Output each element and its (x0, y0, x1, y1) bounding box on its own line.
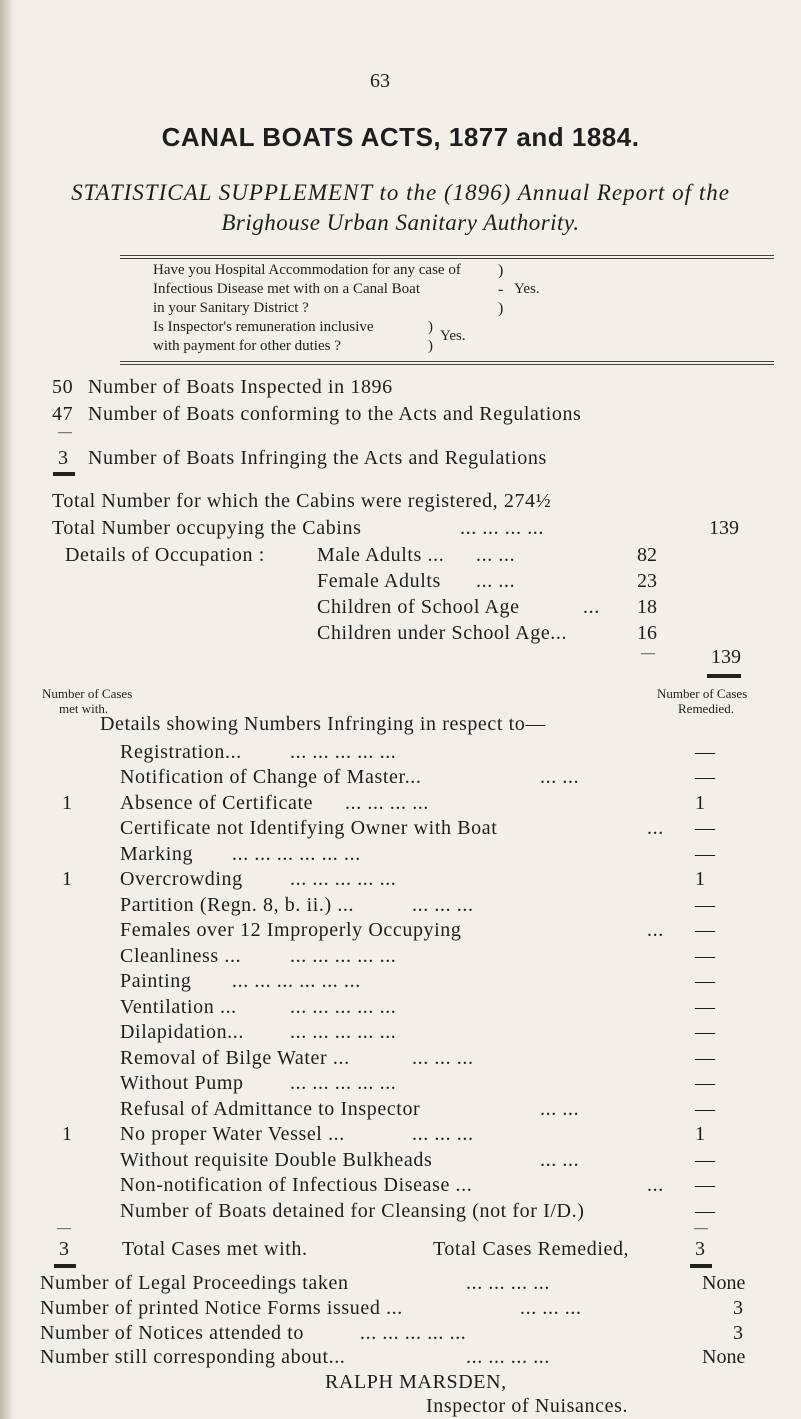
infringement-label: Non-notification of Infectious Disease ... (120, 1174, 473, 1196)
legal-row-dots: ... ... ... ... (466, 1346, 550, 1368)
question-1-answer: Yes. (514, 281, 540, 297)
infringement-label: Dilapidation... (120, 1021, 244, 1043)
infringement-dots: ... ... ... ... ... (290, 945, 397, 967)
brace-2b: ) (428, 338, 433, 354)
page-number: 63 (370, 70, 390, 92)
occupation-row-value: 16 (637, 622, 657, 644)
infringement-remedied: — (695, 1021, 715, 1043)
brace-1c: ) (498, 300, 504, 317)
occupation-sum-total: 139 (711, 646, 741, 668)
infringement-label: Ventilation ... (120, 996, 237, 1018)
occupation-sum-dash: — (641, 646, 655, 661)
question-1-line-3: in your Sanitary District ? (153, 300, 309, 316)
legal-row-dots: ... ... ... (520, 1297, 582, 1319)
occupation-row-label: Male Adults ... (317, 544, 445, 566)
infringement-remedied: — (695, 817, 715, 839)
occupation-label: Details of Occupation : (65, 544, 265, 566)
total-met-value: 3 (59, 1238, 69, 1260)
legal-row-value: 3 (733, 1297, 743, 1319)
thick-underline (690, 1264, 712, 1268)
infringement-label: Certificate not Identifying Owner with Boat (120, 817, 498, 839)
infringement-dots: ... (647, 817, 664, 839)
infringement-label: No proper Water Vessel ... (120, 1123, 345, 1145)
infringement-remedied: — (695, 919, 715, 941)
question-2-answer: Yes. (440, 328, 466, 344)
header-met-line-1: Number of Cases (42, 686, 133, 701)
infringement-dots: ... ... ... ... ... (290, 1072, 397, 1094)
infringement-dots: ... ... (540, 1098, 580, 1120)
occupation-row-value: 23 (637, 570, 657, 592)
total-met-sum-dash: — (57, 1221, 71, 1236)
brace-2: ) (428, 319, 433, 335)
infringement-label: Partition (Regn. 8, b. ii.) ... (120, 894, 355, 916)
subtitle-line-2: Brighouse Urban Sanitary Authority. (221, 210, 580, 235)
thick-underline (54, 1264, 76, 1268)
infringement-dots: ... ... (540, 766, 580, 788)
header-remedied-line-2: Remedied. (678, 701, 734, 716)
infringement-dots: ... (647, 919, 664, 941)
infringement-label: Registration... (120, 741, 242, 763)
occupation-row-value: 82 (637, 544, 657, 566)
infringement-remedied: — (695, 1072, 715, 1094)
infringement-remedied: — (695, 945, 715, 967)
infringement-label: Number of Boats detained for Cleansing (not for I/D.) (120, 1200, 585, 1222)
boats-conforming-label: Number of Boats conforming to the Acts and Regulations (88, 403, 582, 425)
infringement-label: Overcrowding (120, 868, 243, 890)
infringement-label: Without Pump (120, 1072, 244, 1094)
infringement-dots: ... ... ... (412, 1047, 474, 1069)
infringement-dots: ... ... ... ... ... (290, 1021, 397, 1043)
infringement-dots: ... ... ... ... ... (290, 868, 397, 890)
mid-rule-double (120, 364, 774, 365)
boats-inspected-count: 50 (52, 376, 74, 398)
question-1-line-1: Have you Hospital Accommodation for any case of (153, 262, 461, 278)
boats-infringing-count: 3 (58, 447, 69, 469)
signatory-name: RALPH MARSDEN, (325, 1371, 507, 1393)
question-2-line-2: with payment for other duties ? (153, 338, 341, 354)
occupation-row-value: 18 (637, 596, 657, 618)
infringement-remedied: — (695, 741, 715, 763)
brace-1: ) (498, 262, 504, 279)
infringement-met: 1 (62, 868, 72, 890)
infringement-label: Without requisite Double Bulkheads (120, 1149, 433, 1171)
signatory-role: Inspector of Nuisances. (426, 1395, 629, 1417)
cabins-occupying-dots: ... ... ... ... (460, 517, 544, 539)
total-remedied-label: Total Cases Remedied, (433, 1238, 630, 1260)
occupation-row-label: Children of School Age (317, 596, 520, 618)
infringement-remedied: — (695, 1174, 715, 1196)
infringement-label: Removal of Bilge Water ... (120, 1047, 350, 1069)
thick-underline (707, 674, 741, 678)
legal-row-value: None (702, 1272, 746, 1294)
thick-underline (53, 472, 75, 476)
mid-rule (120, 361, 774, 362)
legal-row-dots: ... ... ... ... (466, 1272, 550, 1294)
infringement-label: Painting (120, 970, 192, 992)
legal-row-label: Number of Notices attended to (40, 1322, 304, 1344)
boats-inspected-label: Number of Boats Inspected in 1896 (88, 376, 393, 398)
header-met-line-2: met with. (59, 701, 109, 716)
infringement-remedied: — (695, 996, 715, 1018)
occupation-row-dots: ... ... (476, 570, 516, 592)
top-rule (120, 255, 774, 256)
infringement-remedied: 1 (695, 1123, 705, 1145)
sum-dash: — (58, 425, 72, 440)
legal-row-value: 3 (733, 1322, 743, 1344)
total-met-label: Total Cases met with. (122, 1238, 308, 1260)
boats-conforming-count: 47 (52, 403, 74, 425)
total-remedied-sum-dash: — (694, 1221, 708, 1236)
legal-row-value: None (702, 1346, 746, 1368)
cabins-occupying-total: 139 (709, 517, 739, 539)
infringement-remedied: — (695, 1098, 715, 1120)
legal-row-label: Number of printed Notice Forms issued ... (40, 1297, 403, 1319)
infringement-met: 1 (62, 1123, 72, 1145)
infringement-remedied: — (695, 894, 715, 916)
occupation-row-label: Children under School Age... (317, 622, 568, 644)
brace-1b: - (498, 281, 504, 298)
infringement-remedied: 1 (695, 792, 705, 814)
infringement-remedied: — (695, 1149, 715, 1171)
infringement-label: Cleanliness ... (120, 945, 242, 967)
infringement-remedied: — (695, 1047, 715, 1069)
cabins-registered: Total Number for which the Cabins were registered, 274½ (52, 490, 552, 512)
question-2-line-1: Is Inspector's remuneration inclusive (153, 319, 374, 335)
infringement-dots: ... ... ... ... ... ... (232, 843, 361, 865)
legal-row-dots: ... ... ... ... ... (360, 1322, 467, 1344)
header-remedied-line-1: Number of Cases (657, 686, 748, 701)
legal-row-label: Number still corresponding about... (40, 1346, 346, 1368)
infringement-label: Refusal of Admittance to Inspector (120, 1098, 421, 1120)
infringement-label: Females over 12 Improperly Occupying (120, 919, 462, 941)
top-rule-double (120, 258, 774, 259)
infringement-dots: ... ... ... ... ... (290, 741, 397, 763)
infringement-dots: ... ... (540, 1149, 580, 1171)
infringement-dots: ... (647, 1174, 664, 1196)
infringement-label: Notification of Change of Master... (120, 766, 422, 788)
total-remedied-value: 3 (695, 1238, 705, 1260)
infringement-dots: ... ... ... (412, 894, 474, 916)
infringement-met: 1 (62, 792, 72, 814)
infringement-remedied: — (695, 970, 715, 992)
page-title: CANAL BOATS ACTS, 1877 and 1884. (161, 122, 640, 152)
occupation-row-label: Female Adults (317, 570, 441, 592)
infringement-dots: ... ... ... ... ... ... (232, 970, 361, 992)
infringement-label: Absence of Certificate (120, 792, 314, 814)
infringement-remedied: — (695, 1200, 715, 1222)
boats-infringing-label: Number of Boats Infringing the Acts and Regulations (88, 447, 547, 469)
infringement-dots: ... ... ... (412, 1123, 474, 1145)
infringements-intro: Details showing Numbers Infringing in respect to— (100, 713, 546, 735)
question-1-line-2: Infectious Disease met with on a Canal Boat (153, 281, 421, 297)
infringement-dots: ... ... ... ... (345, 792, 429, 814)
occupation-row-dots: ... ... (476, 544, 516, 566)
infringement-remedied: — (695, 766, 715, 788)
legal-row-label: Number of Legal Proceedings taken (40, 1272, 349, 1294)
infringement-label: Marking (120, 843, 194, 865)
occupation-row-dots: ... (583, 596, 600, 618)
subtitle-line-1: STATISTICAL SUPPLEMENT to the (1896) Annual Report of the (71, 180, 730, 205)
cabins-occupying-label: Total Number occupying the Cabins (52, 517, 362, 539)
infringement-dots: ... ... ... ... ... (290, 996, 397, 1018)
infringement-remedied: — (695, 843, 715, 865)
infringement-remedied: 1 (695, 868, 705, 890)
